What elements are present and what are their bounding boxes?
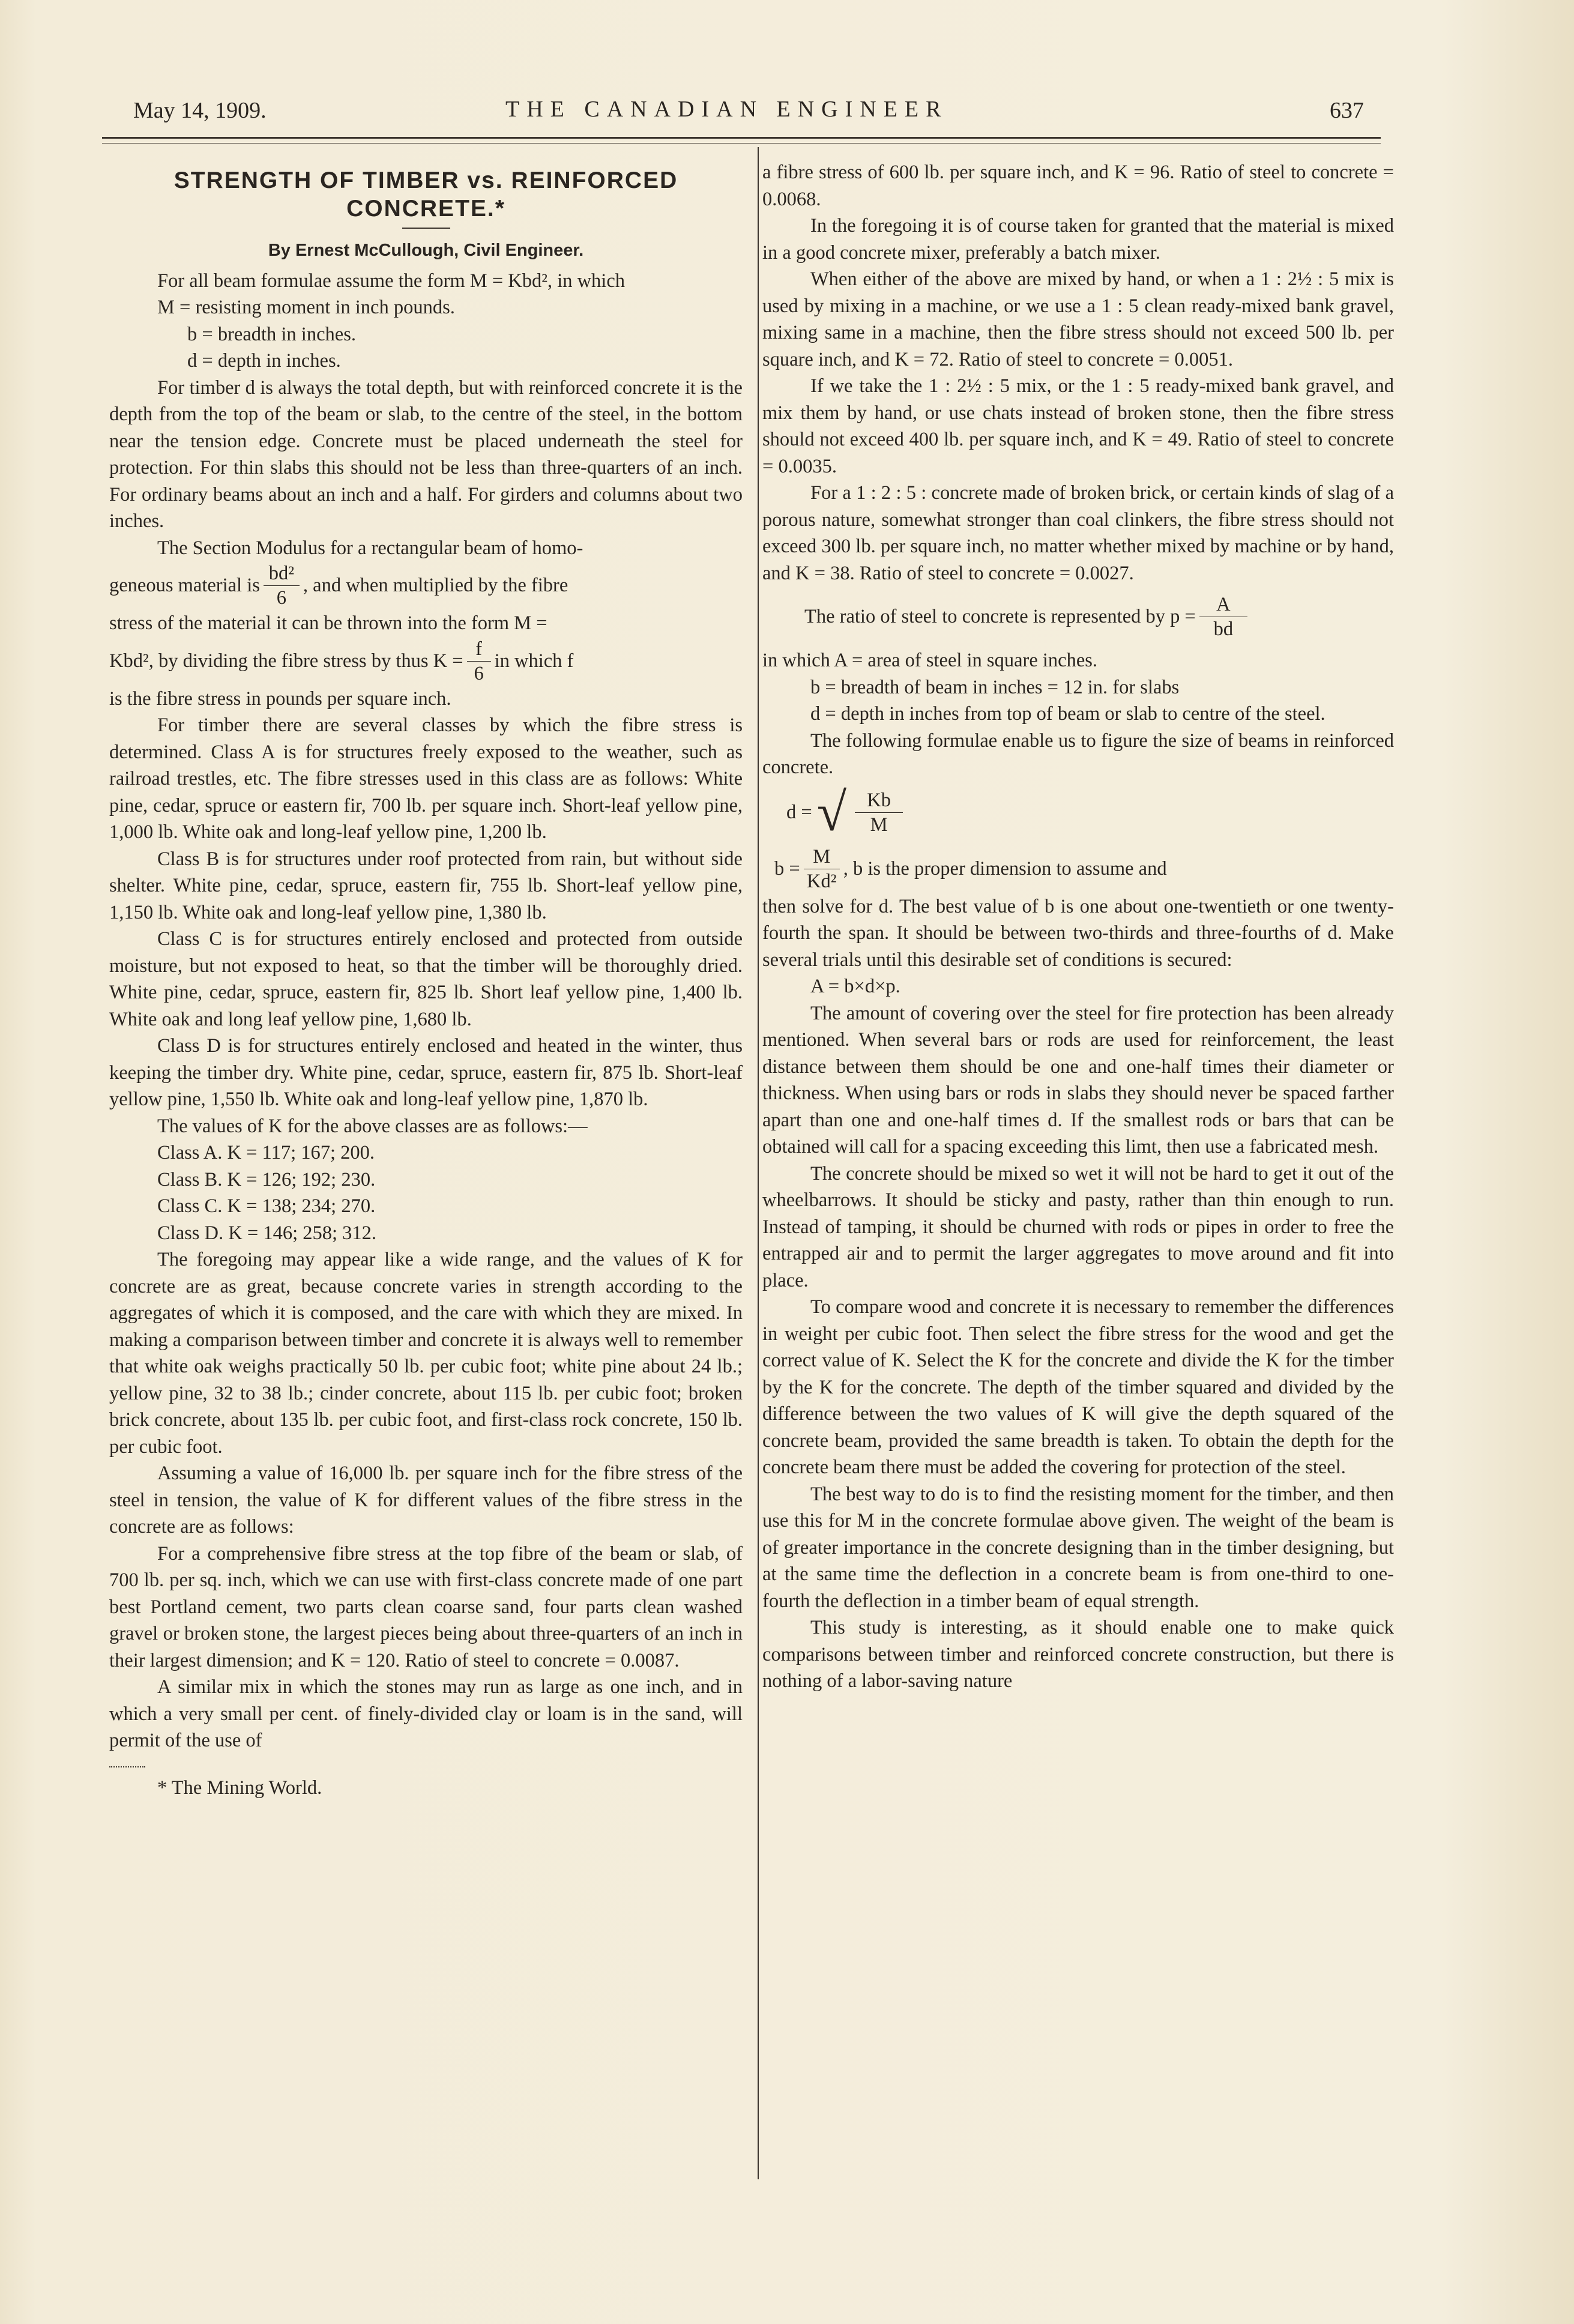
right-column bbox=[758, 159, 1394, 1695]
fraction bbox=[855, 788, 903, 837]
paragraph: For all beam formulae assume the form M = Kbd², in which bbox=[157, 270, 626, 292]
paragraph: For timber d is always the total depth, but with reinforced concrete it is the depth from the top of the beam or slab, to the centre of the steel, in the bottom near the tension edge. Concrete must be placed underneath the steel for protection. For thin slabs this should not be less than three-quarters of an inch. For ordinary beams about an inch and a half. For girders and columns about two inches. bbox=[109, 376, 743, 532]
formula-line bbox=[109, 637, 743, 686]
footnote-rule bbox=[109, 1766, 145, 1767]
paragraph: Class C is for structures entirely enclosed and protected from outside moisture, but not exposed to heat, so that the timber will be thoroughly dried. White pine, cedar, spruce, eastern fir, 825 lb. Short leaf yellow pine, 1,400 lb. White oak and long leaf yellow pine, 1,680 lb. bbox=[109, 928, 743, 1030]
paragraph: is the fibre stress in pounds per square inch. bbox=[109, 687, 451, 710]
fraction-numerator: f bbox=[467, 637, 491, 662]
paragraph: A similar mix in which the stones may run as large as one inch, and in which a very small per cent. of finely-divided clay or loam is in the sand, will permit of the use of bbox=[109, 1676, 743, 1751]
fraction-denominator: 6 bbox=[276, 587, 287, 609]
paragraph: in which A = area of steel in square inches. bbox=[762, 650, 1098, 671]
paragraph: The following formulae enable us to figure the size of beams in reinforced concrete. bbox=[762, 729, 1394, 778]
paragraph: For a 1 : 2 : 5 : concrete made of broken brick, or certain kinds of slag of a porous nature, somewhat stronger than coal clinkers, the fibre stress should not exceed 300 lb. per square inch, no matter whether mixed by machine or by hand, and K = 38. Ratio of steel to concrete = 0.0027. bbox=[762, 482, 1394, 584]
paragraph: Assuming a value of 16,000 lb. per square inch for the fibre stress of the steel in tension, the value of K for different values of the fibre stress in the concrete are as follows: bbox=[109, 1462, 743, 1538]
k-value-row: Class C. K = 138; 234; 270. bbox=[157, 1195, 376, 1217]
paragraph: This study is interesting, as it should enable one to make quick comparisons between timber and reinforced concrete construction, but there is nothing of a labor-saving nature bbox=[762, 1617, 1394, 1692]
title-rule bbox=[402, 228, 450, 229]
running-header bbox=[133, 90, 1364, 132]
paragraph: Class B is for structures under roof protected from rain, but without side shelter. White pine, cedar, spruce, eastern fir, 755 lb. Short-leaf yellow pine, 1,150 lb. White oak and long-leaf yellow pine, 1,380 lb. bbox=[109, 848, 743, 923]
footnote: * The Mining World. bbox=[157, 1776, 322, 1799]
journal-title: THE CANADIAN ENGINEER bbox=[505, 97, 948, 122]
k-value-row: Class A. K = 117; 167; 200. bbox=[157, 1142, 375, 1164]
fraction-numerator: bd² bbox=[264, 561, 300, 586]
equation-a: A = b×d×p. bbox=[810, 976, 900, 997]
fraction-numerator: A bbox=[1199, 593, 1247, 617]
paragraph: For a comprehensive fibre stress at the top fibre of the beam or slab, of 700 lb. per sq. inch, which we can use with first-class concrete made of one part best Portland cement, two parts clean coarse sand, four parts clean washed gravel or broken stone, the largest pieces being about three-quarters of an inch in their largest dimension; and K = 120. Ratio of steel to concrete = 0.0087. bbox=[109, 1542, 743, 1671]
formula-text: geneous material is bbox=[109, 575, 260, 597]
paragraph: The foregoing may appear like a wide range, and the values of K for concrete are as great, because concrete varies in strength according to the aggregates of which it is composed, and the care with which they are mixed. In making a comparison between timber and concrete it is always well to remember that white oak weighs practically 50 lb. per cubic foot; white pine about 24 lb.; yellow pine, 32 to 38 lb.; cinder concrete, about 115 lb. per cubic foot; broken brick concrete, about 135 lb. per cubic foot, and first-class rock concrete, 150 lb. per cubic foot. bbox=[109, 1249, 743, 1458]
paragraph: The Section Modulus for a rectangular beam of homo- bbox=[157, 537, 583, 559]
paragraph: then solve for d. The best value of b is one about one-twentieth or one twenty-fourth the span. It should be between two-thirds and three-fourths of d. Make several trials until this desirable set of conditions is secured: bbox=[762, 895, 1394, 971]
paragraph: For timber there are several classes by which the fibre stress is determined. Class A is for structures freely exposed to the weather, such as railroad trestles, etc. The fibre stresses used in this class are as follows: White pine, cedar, spruce or eastern fir, 700 lb. per square inch. Short-leaf yellow pine, 1,000 lb. White oak and long-leaf yellow pine, 1,200 lb. bbox=[109, 714, 743, 843]
formula-text: Kbd², by dividing the fibre stress by thus K = bbox=[109, 650, 463, 672]
page-number: 637 bbox=[1330, 98, 1364, 123]
byline: By Ernest McCullough, Civil Engineer. bbox=[268, 241, 584, 260]
fraction bbox=[804, 845, 840, 893]
formula-line bbox=[109, 561, 743, 610]
fraction-denominator: bd bbox=[1213, 618, 1234, 640]
definition: d = depth in inches from top of beam or slab to centre of the steel. bbox=[810, 703, 1325, 725]
definition: b = breadth of beam in inches = 12 in. for slabs bbox=[810, 676, 1180, 698]
paragraph: The values of K for the above classes are as follows:— bbox=[157, 1115, 588, 1137]
definition: b = breadth in inches. bbox=[187, 323, 356, 345]
article-title-line-1: STRENGTH OF TIMBER vs. REINFORCED bbox=[173, 168, 678, 193]
formula-text: , b is the proper dimension to assume and bbox=[843, 857, 1167, 880]
equation-lhs: b = bbox=[774, 857, 800, 880]
fraction-denominator: M bbox=[870, 814, 888, 836]
fraction-numerator: M bbox=[804, 845, 840, 869]
fraction bbox=[1199, 593, 1247, 641]
issue-date: May 14, 1909. bbox=[133, 98, 267, 123]
definition: d = depth in inches. bbox=[187, 350, 341, 372]
paragraph: In the foregoing it is of course taken for granted that the material is mixed in a good concrete mixer, preferably a batch mixer. bbox=[762, 215, 1394, 264]
square-root-symbol: √ bbox=[816, 782, 847, 842]
fraction bbox=[467, 637, 491, 686]
paragraph: The concrete should be mixed so wet it will not be hard to get it out of the wheelbarrows. It should be sticky and pasty, rather than thin enough to run. Instead of tamping, it should be churned with rods or pipes in order to free the entrapped air and to permit the larger aggregates to move around and fit into place. bbox=[762, 1162, 1394, 1291]
paragraph: The best way to do is to find the resisting moment for the timber, and then use this for M in the concrete formulae above given. The weight of the beam is of greater importance in the concrete designing than in the timber designing, but at the same time the deflection in a concrete beam is from one-third to one-fourth the deflection in a timber beam of equal strength. bbox=[762, 1483, 1394, 1612]
paragraph: If we take the 1 : 2½ : 5 mix, or the 1 : 5 ready-mixed bank gravel, and mix them by hand, or use chats instead of broken stone, then the fibre stress should not exceed 400 lb. per square inch, and K = 49. Ratio of steel to concrete = 0.0035. bbox=[762, 375, 1394, 477]
paragraph: Class D is for structures entirely enclosed and heated in the winter, thus keeping the timber dry. White pine, cedar, spruce, eastern fir, 875 lb. Short-leaf yellow pine, 1,550 lb. White oak and long-leaf yellow pine, 1,870 lb. bbox=[109, 1035, 743, 1110]
article-title-line-2: CONCRETE.* bbox=[346, 196, 505, 222]
paragraph: To compare wood and concrete it is necessary to remember the differences in weight per cubic foot. Then select the fibre stress for the wood and get the correct value of K. Select the K for the concrete and divide the K for the timber by the K for the concrete. The depth of the timber squared and divided by the difference between the two values of K will give the depth squared of the concrete beam, provided the same breadth is taken. To obtain the depth for the concrete beam there must be added the covering for protection of the steel. bbox=[762, 1296, 1394, 1478]
left-column bbox=[109, 159, 743, 1801]
formula-text: in which f bbox=[494, 650, 574, 672]
paragraph: The amount of covering over the steel for fire protection has been already mentioned. When several bars or rods are used for reinforcement, the least distance between them should be one and one-half times their diameter or thickness. When using bars or rods in slabs they should never be spaced farther apart than one and one-half times d. If the smallest rods or bars that can be obtained will call for a spacing exceeding this limt, then use a fabricated mesh. bbox=[762, 1002, 1394, 1157]
fraction-denominator: 6 bbox=[474, 662, 484, 684]
fraction bbox=[264, 561, 300, 610]
paragraph: a fibre stress of 600 lb. per square inch, and K = 96. Ratio of steel to concrete = 0.0068. bbox=[762, 161, 1394, 210]
article-title bbox=[109, 166, 743, 223]
paragraph: stress of the material it can be thrown into the form M = bbox=[109, 612, 547, 634]
formula-line bbox=[762, 593, 1394, 641]
k-value-row: Class D. K = 146; 258; 312. bbox=[157, 1222, 377, 1244]
header-rule bbox=[102, 137, 1381, 139]
formula-text: , and when multiplied by the fibre bbox=[303, 575, 568, 597]
paragraph: When either of the above are mixed by hand, or when a 1 : 2½ : 5 mix is used by mixing in a machine, or we use a 1 : 5 clean ready-mixed bank gravel, mixing same in a machine, then the fibre stress should not exceed 500 lb. per square inch, and K = 72. Ratio of steel to concrete = 0.0051. bbox=[762, 268, 1394, 370]
equation-d bbox=[786, 782, 1394, 842]
definition: M = resisting moment in inch pounds. bbox=[157, 297, 455, 318]
formula-text: The ratio of steel to concrete is represented by p = bbox=[804, 606, 1196, 628]
fraction-denominator: Kd² bbox=[806, 870, 837, 892]
fraction-numerator: Kb bbox=[855, 788, 903, 813]
equation-lhs: d = bbox=[786, 801, 812, 824]
equation-b bbox=[762, 845, 1394, 893]
k-value-row: Class B. K = 126; 192; 230. bbox=[157, 1168, 376, 1191]
